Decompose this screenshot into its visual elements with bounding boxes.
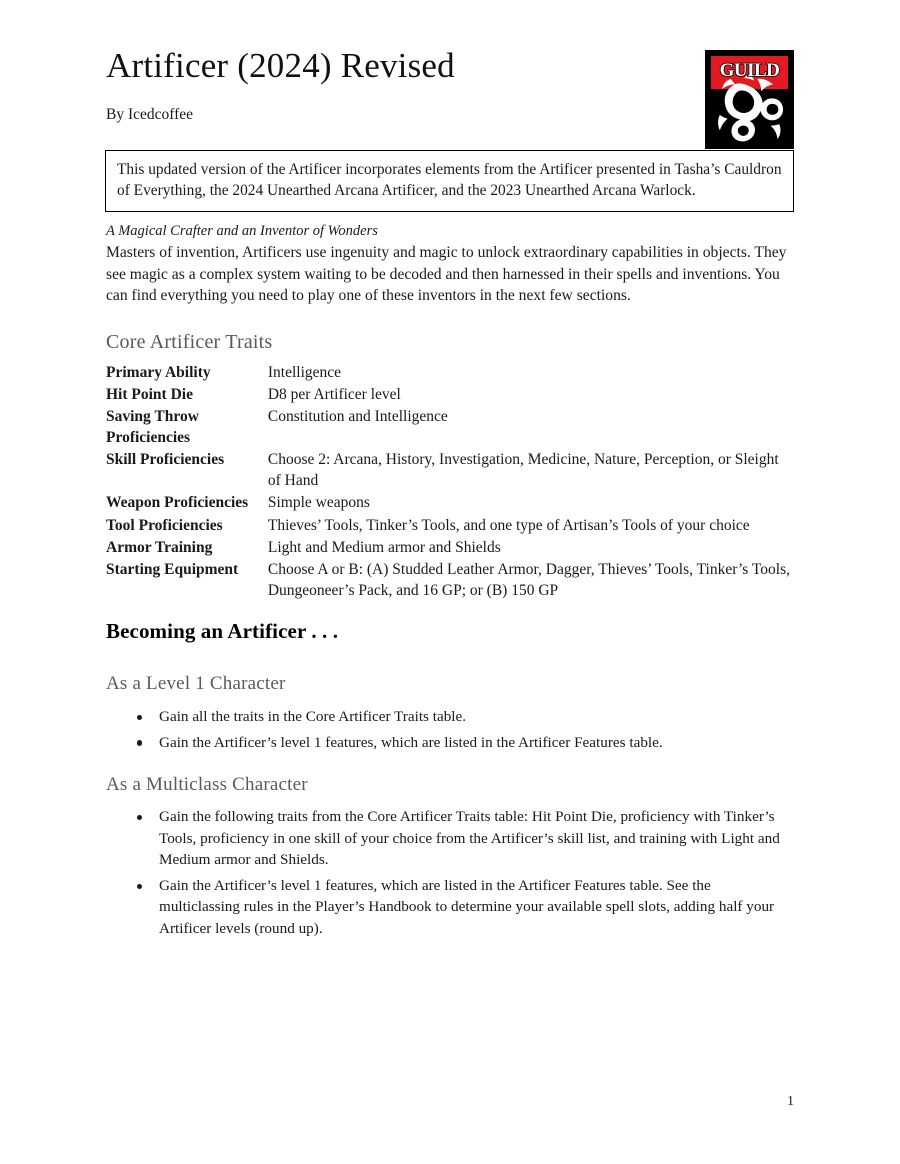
table-row: [106, 492, 794, 514]
document-header: [106, 48, 794, 148]
trait-label: Armor Training: [106, 538, 213, 556]
bullet-icon: [137, 715, 142, 720]
trait-value: Intelligence: [267, 364, 342, 381]
trait-label: Skill Proficiencies: [106, 451, 225, 469]
list-item: [106, 732, 794, 754]
logo-guild-text: GUILD: [719, 60, 780, 81]
trait-label: Tool Proficiencies: [106, 516, 223, 534]
as-a-multiclass-character-heading: As a Multiclass Character: [106, 774, 308, 795]
trait-value: Choose 2: Arcana, History, Investigation, Medicine, Nature, Perception, or Sleight of Hand: [267, 451, 779, 490]
becoming-an-artificer-heading: Becoming an Artificer . . .: [106, 619, 339, 643]
as-a-level-1-character-heading: As a Level 1 Character: [106, 673, 286, 694]
trait-value: Constitution and Intelligence: [267, 408, 448, 426]
intro-body-text: Masters of invention, Artificers use ingenuity and magic to unlock extraordinary capabilities in objects. They see magic as a complex system waiting to be decoded and then harnessed in their spells and inventions. You can find everything you need to play one of these inventors in the next few sections.: [106, 244, 787, 305]
table-row: [106, 384, 794, 406]
page-title: Artificer (2024) Revised: [106, 46, 455, 85]
list-item: [106, 806, 794, 871]
page-number: 1: [787, 1094, 794, 1109]
table-row: [106, 362, 794, 384]
trait-label: Weapon Proficiencies: [106, 494, 249, 512]
list-item-text: Gain the Artificer’s level 1 features, which are listed in the Artificer Features table.: [159, 733, 663, 751]
table-row: [106, 406, 794, 449]
trait-value: D8 per Artificer level: [267, 386, 401, 404]
callout-box: [105, 150, 794, 212]
list-item-text: Gain the Artificer’s level 1 features, which are listed in the Artificer Features table. See the multiclassing rules in the Player’s Handbook to determine your available spell slots, adding half your Artificer levels (round up).: [159, 876, 775, 937]
trait-label: Hit Point Die: [106, 386, 193, 404]
bullet-icon: [137, 884, 142, 889]
trait-value: Simple weapons: [267, 494, 370, 512]
bullet-icon: [137, 815, 142, 820]
list-item: [106, 706, 794, 728]
trait-value: Choose A or B: (A) Studded Leather Armor, Dagger, Thieves’ Tools, Tinker’s Tools, Dungeoneer’s Pack, and 16 GP; or (B) 150 GP: [267, 560, 790, 599]
author-byline: By Icedcoffee: [106, 106, 194, 123]
dungeon-masters-guild-logo: [705, 50, 794, 149]
multiclass-bullet-list: [106, 806, 794, 943]
list-item-text: Gain the following traits from the Core Artificer Traits table: Hit Point Die, proficiency with Tinker’s Tools, proficiency in one skill of your choice from the Artificer’s skill list, and training with Light and Medium armor and Shields.: [159, 808, 780, 869]
callout-text: This updated version of the Artificer incorporates elements from the Artificer presented in Tasha’s Cauldron of Everything, the 2024 Unearthed Arcana Artificer, and the 2023 Unearthed Arcana Warlock.: [117, 161, 782, 199]
table-row: [106, 537, 794, 559]
table-row: [106, 559, 794, 602]
core-traits-heading: Core Artificer Traits: [106, 331, 273, 353]
trait-label: Saving Throw Proficiencies: [106, 408, 199, 447]
level-1-bullet-list: [106, 706, 794, 757]
trait-value: Thieves’ Tools, Tinker’s Tools, and one type of Artisan’s Tools of your choice: [267, 516, 750, 534]
list-item: [106, 875, 794, 940]
bullet-icon: [137, 740, 142, 745]
table-row: [106, 449, 794, 492]
list-item-text: Gain all the traits in the Core Artificer Traits table.: [159, 708, 467, 725]
table-row: [106, 515, 794, 537]
intro-tagline: A Magical Crafter and an Inventor of Wonders: [106, 223, 378, 239]
trait-value: Light and Medium armor and Shields: [267, 538, 501, 556]
trait-label: Starting Equipment: [106, 560, 239, 578]
intro-section: [106, 222, 794, 307]
core-artificer-traits-table: [106, 362, 794, 602]
trait-label: Primary Ability: [106, 364, 211, 381]
